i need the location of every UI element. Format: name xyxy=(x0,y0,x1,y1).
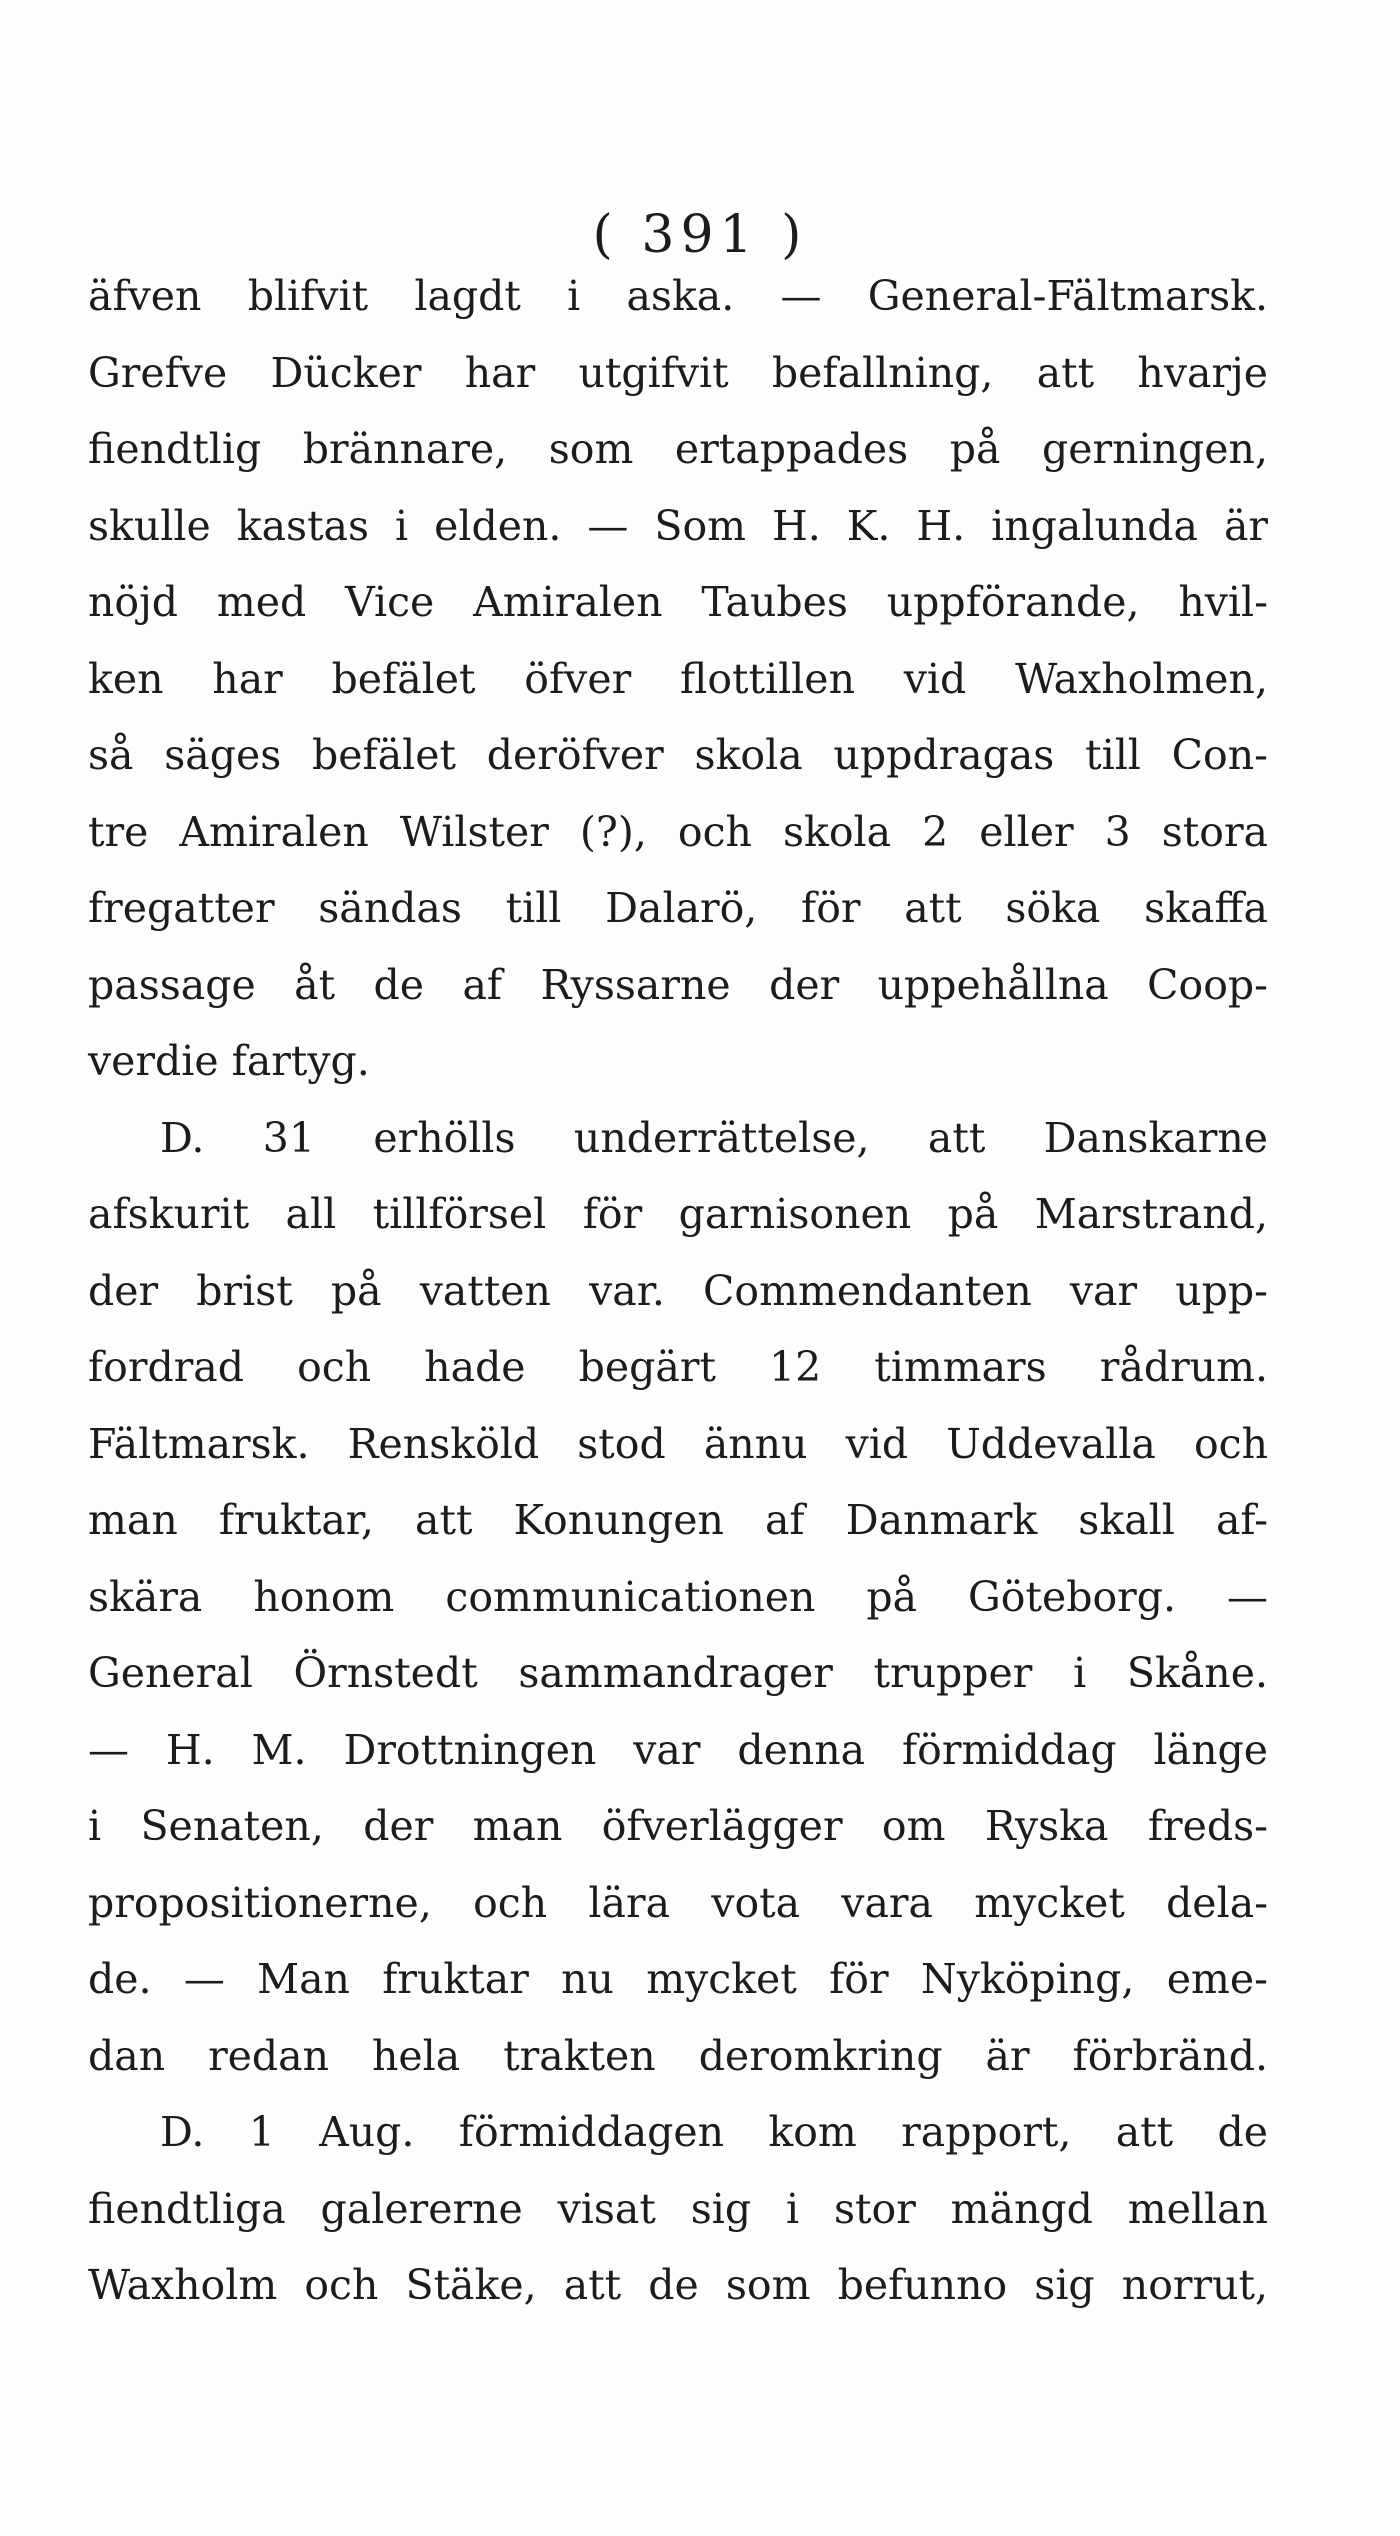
text-line: tre Amiralen Wilster (?), och skola 2 eller 3 stora xyxy=(88,807,1268,856)
text-line: skulle kastas i elden. — Som H. K. H. ingalunda är xyxy=(88,501,1268,550)
text-line: fiendtliga galererne visat sig i stor mängd mellan xyxy=(88,2184,1268,2233)
text-line: man fruktar, att Konungen af Danmark skall af- xyxy=(88,1496,1268,1544)
text-line: passage åt de af Ryssarne der uppehållna Coop- xyxy=(88,960,1268,1009)
text-line: General Örnstedt sammandrager trupper i Skåne. xyxy=(88,1649,1268,1697)
text-line: Grefve Dücker har utgifvit befallning, att hvarje xyxy=(88,348,1268,397)
text-line: skära honom communicationen på Göteborg. — xyxy=(88,1572,1268,1621)
text-line: de. — Man fruktar nu mycket för Nyköping, eme- xyxy=(88,1955,1268,2003)
body-text xyxy=(88,258,1268,2324)
text-line: Fältmarsk. Rensköld stod ännu vid Uddevalla och xyxy=(88,1419,1268,1468)
text-line: D. 1 Aug. förmiddagen kom rapport, att de xyxy=(160,2108,1268,2156)
text-line: Waxholm och Stäke, att de som befunno sig norrut, xyxy=(88,2261,1268,2309)
text-line: ken har befälet öfver flottillen vid Waxholmen, xyxy=(88,654,1268,703)
text-line: i Senaten, der man öfverlägger om Ryska freds- xyxy=(88,1802,1268,1850)
text-line: — H. M. Drottningen var denna förmiddag länge xyxy=(88,1725,1268,1774)
text-line: afskurit all tillförsel för garnisonen på Marstrand, xyxy=(88,1190,1268,1238)
page-number: ( 391 ) xyxy=(592,205,808,265)
text-line: propositionerne, och lära vota vara mycket dela- xyxy=(88,1878,1268,1927)
text-line: der brist på vatten var. Commendanten var upp- xyxy=(88,1266,1268,1315)
text-line: dan redan hela trakten deromkring är förbränd. xyxy=(88,2031,1268,2080)
text-line: äfven blifvit lagdt i aska. — General-Fältmarsk. xyxy=(88,272,1268,320)
text-line: fregatter sändas till Dalarö, för att söka skaffa xyxy=(88,884,1268,932)
text-line: D. 31 erhölls underrättelse, att Danskarne xyxy=(160,1113,1268,1162)
text-line: fordrad och hade begärt 12 timmars rådrum. xyxy=(88,1343,1268,1391)
text-line: fiendtlig brännare, som ertappades på gerningen, xyxy=(88,425,1268,473)
text-line: nöjd med Vice Amiralen Taubes uppförande, hvil- xyxy=(88,578,1268,626)
text-line: verdie fartyg. xyxy=(88,1037,370,1085)
text-line: så säges befälet deröfver skola uppdragas till Con- xyxy=(88,731,1268,779)
